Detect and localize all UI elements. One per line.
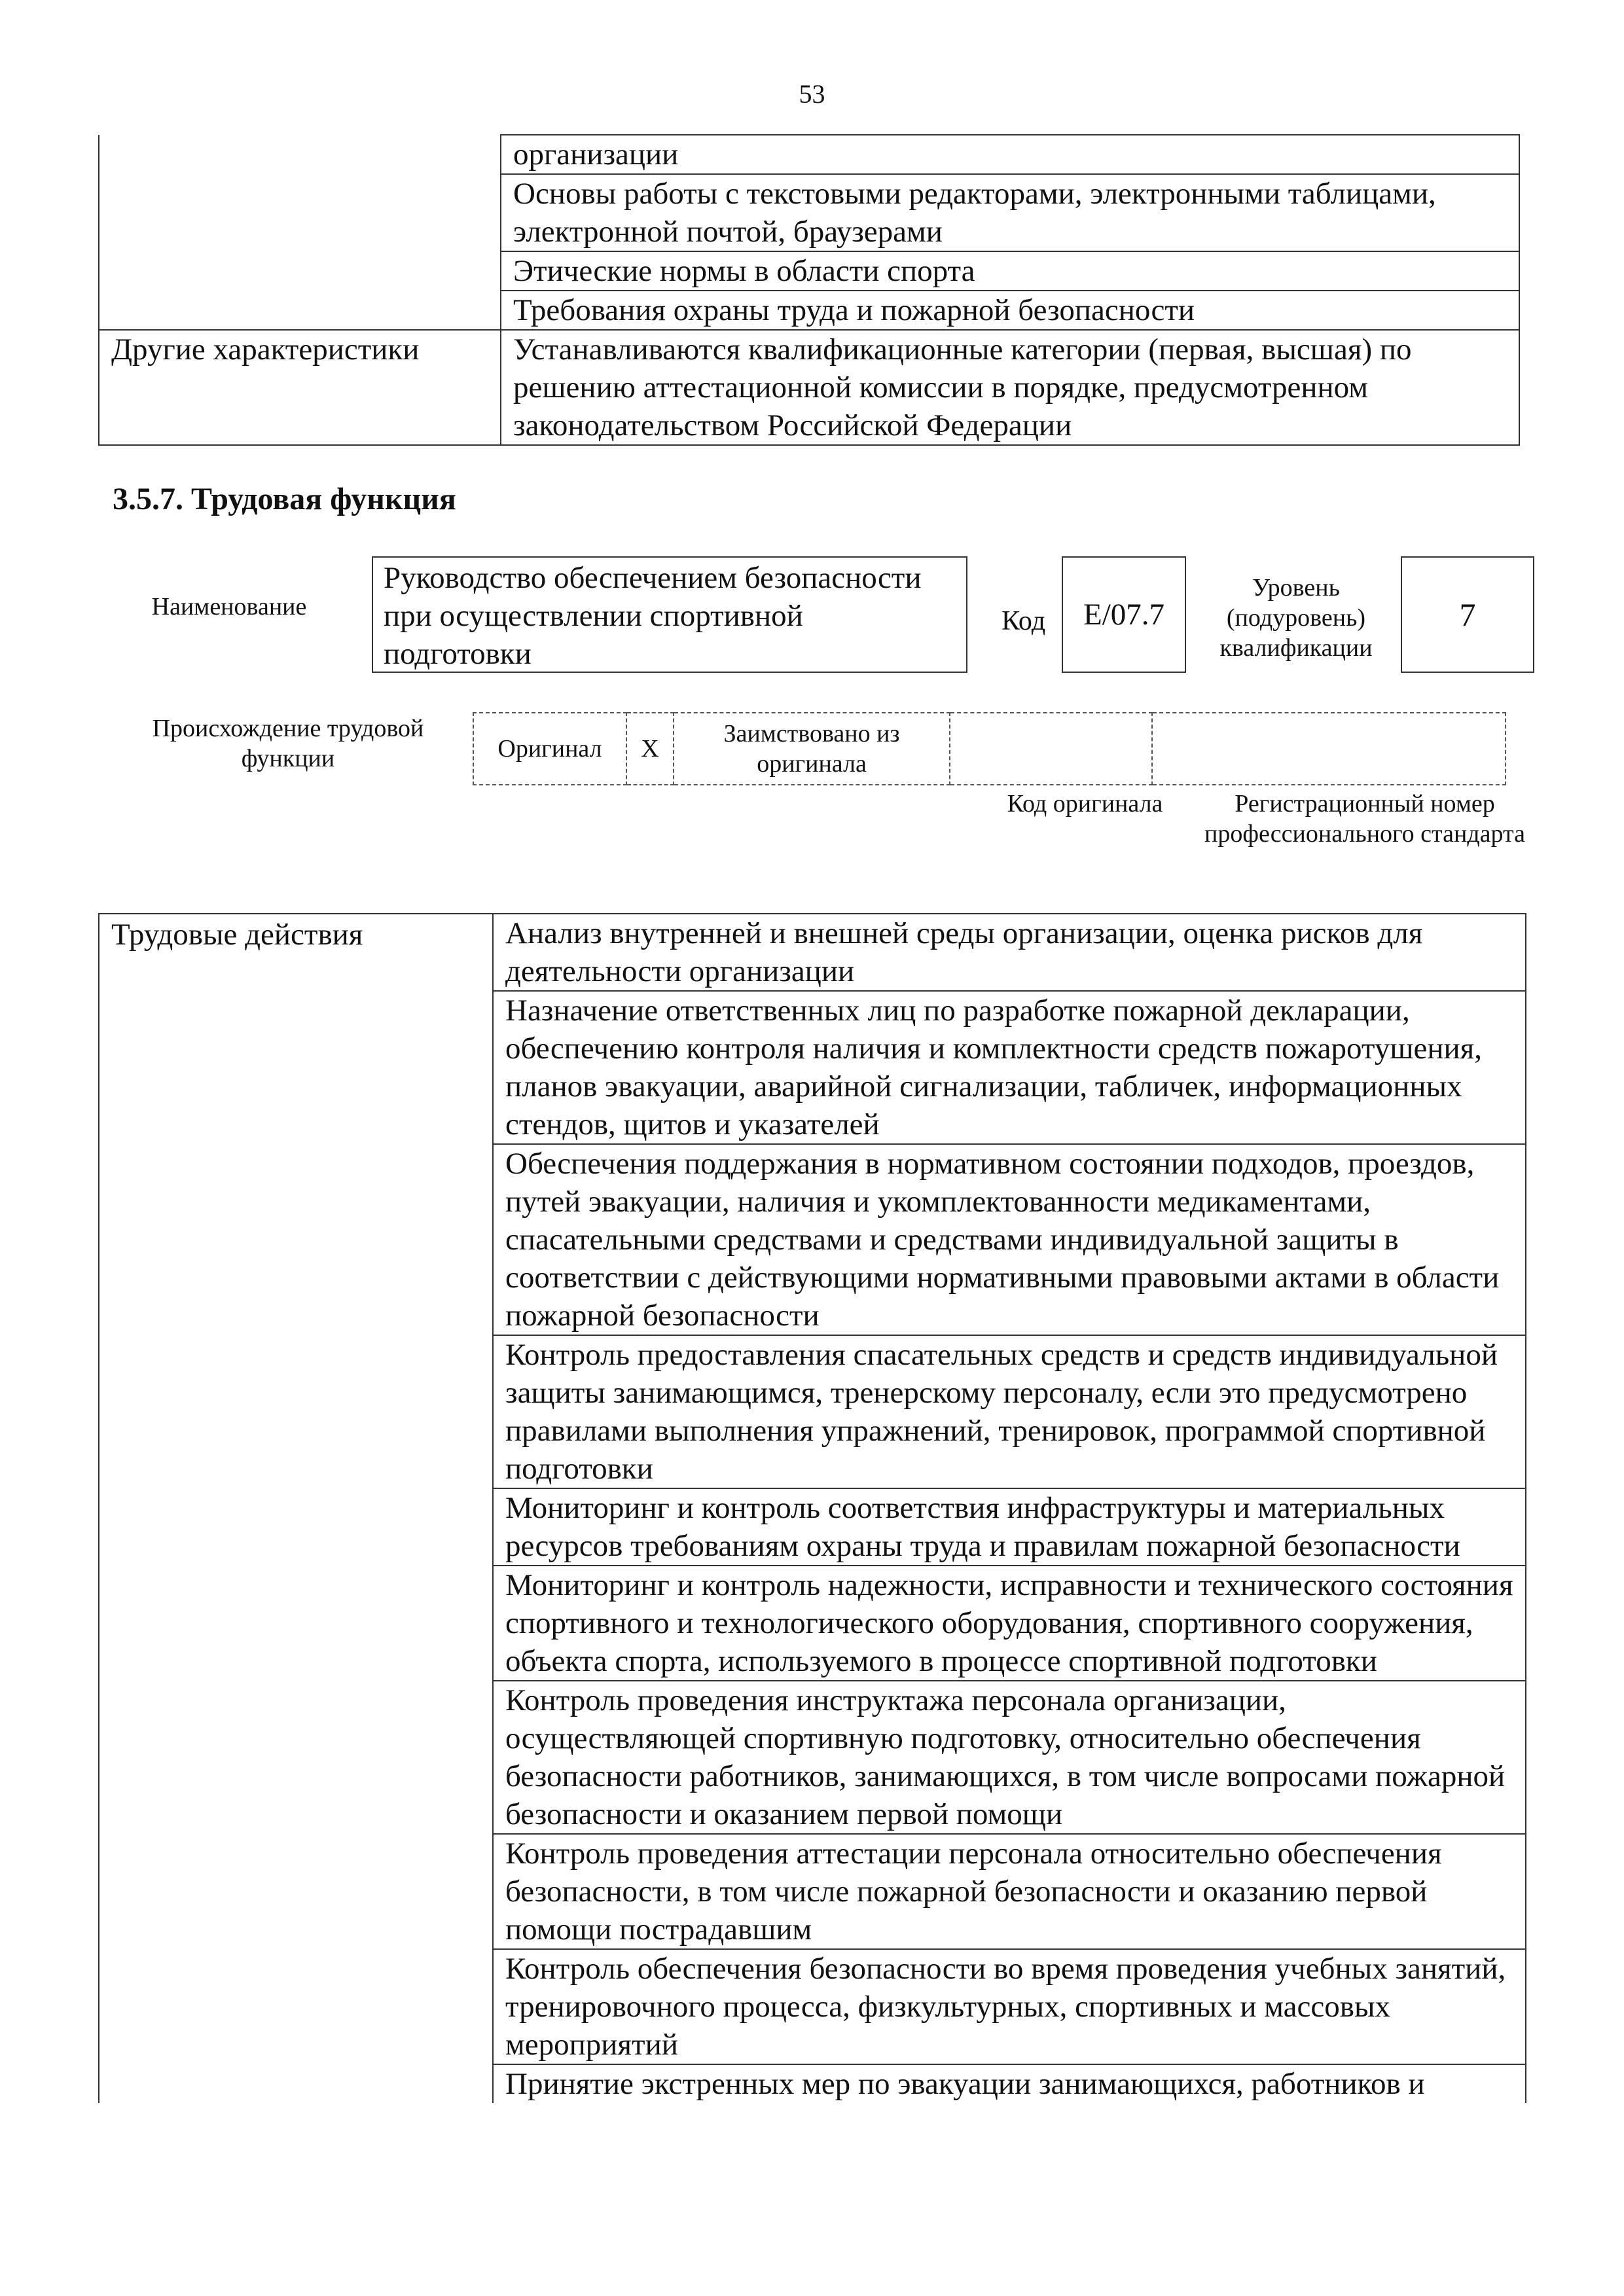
table-row: [99, 914, 1526, 991]
level-value-box: 7: [1401, 556, 1534, 673]
labor-action-item: Назначение ответственных лиц по разработке пожарной декларации, обеспечению контроля наличия и комплектности средств пожаротушения, планов эвакуации, аварийной сигнализации, табличек, информационных стендов, щитов и указателей: [493, 991, 1526, 1144]
table-cell: организации: [501, 135, 1519, 174]
origin-table: [473, 712, 1506, 785]
labor-action-item: Мониторинг и контроль соответствия инфраструктуры и материальных ресурсов требованиям охраны труда и правилам пожарной безопасности: [493, 1488, 1526, 1566]
name-label: Наименование: [151, 593, 307, 620]
continued-knowledge-table: [98, 134, 1520, 446]
original-mark: X: [626, 713, 674, 785]
original-label: Оригинал: [473, 713, 626, 785]
registration-caption: Регистрационный номер профессионального стандарта: [1204, 790, 1525, 848]
table-cell: Требования охраны труда и пожарной безопасности: [501, 291, 1519, 330]
table-cell: Основы работы с текстовыми редакторами, электронными таблицами, электронной почтой, браузерами: [501, 174, 1519, 251]
labor-action-item: Мониторинг и контроль надежности, исправности и технического состояния спортивного и технологического оборудования, спортивного сооружения, объекта спорта, используемого в процессе спортивной подготовки: [493, 1566, 1526, 1681]
code-value-box: Е/07.7: [1062, 556, 1186, 673]
level-label: Уровень (подуровень) квалификации: [1219, 574, 1373, 662]
page-number: 53: [799, 79, 825, 109]
labor-action-item: Анализ внутренней и внешней среды организации, оценка рисков для деятельности организации: [493, 914, 1526, 991]
section-heading: 3.5.7. Трудовая функция: [113, 482, 456, 516]
labor-action-item: Принятие экстренных мер по эвакуации занимающихся, работников и: [493, 2064, 1526, 2103]
empty-label-cell: [99, 135, 501, 330]
table-row: [99, 135, 1519, 174]
registration-number-cell: [1152, 713, 1506, 785]
code-caption: Код оригинала: [1007, 790, 1163, 817]
other-characteristics-value: Устанавливаются квалификационные категории (первая, высшая) по решению аттестационной комиссии в порядке, предусмотренном законодательством Российской Федерации: [501, 330, 1519, 445]
labor-action-item: Обеспечения поддержания в нормативном состоянии подходов, проездов, путей эвакуации, наличия и укомплектованности медикаментами, спасательными средствами и средствами индивидуальной защиты в соответствии с действующими нормативными правовыми актами в области пожарной безопасности: [493, 1144, 1526, 1335]
labor-actions-table: [98, 913, 1526, 2103]
labor-actions-label: Трудовые действия: [99, 914, 493, 2103]
table-row: [473, 713, 1506, 785]
function-name-box: Руководство обеспечением безопасности при осуществлении спортивной подготовки: [372, 556, 967, 673]
labor-action-item: Контроль обеспечения безопасности во время проведения учебных занятий, тренировочного процесса, физкультурных, спортивных и массовых мероприятий: [493, 1949, 1526, 2064]
code-label: Код: [1001, 606, 1046, 636]
origin-label: Происхождение трудовой функции: [152, 715, 424, 772]
table-row: [99, 330, 1519, 445]
labor-action-item: Контроль проведения аттестации персонала относительно обеспечения безопасности, в том числе пожарной безопасности и оказанию первой помощи пострадавшим: [493, 1834, 1526, 1949]
table-cell: Этические нормы в области спорта: [501, 251, 1519, 291]
other-characteristics-label: Другие характеристики: [99, 330, 501, 445]
original-code-cell: [950, 713, 1152, 785]
labor-action-item: Контроль предоставления спасательных средств и средств индивидуальной защиты занимающимся, тренерскому персоналу, если это предусмотрено правилами выполнения упражнений, тренировок, программой спортивной подготовки: [493, 1335, 1526, 1488]
borrowed-label: Заимствовано из оригинала: [674, 713, 950, 785]
labor-action-item: Контроль проведения инструктажа персонала организации, осуществляющей спортивную подготовку, относительно обеспечения безопасности работников, занимающихся, в том числе вопросами пожарной безопасности и оказанием первой помощи: [493, 1681, 1526, 1834]
